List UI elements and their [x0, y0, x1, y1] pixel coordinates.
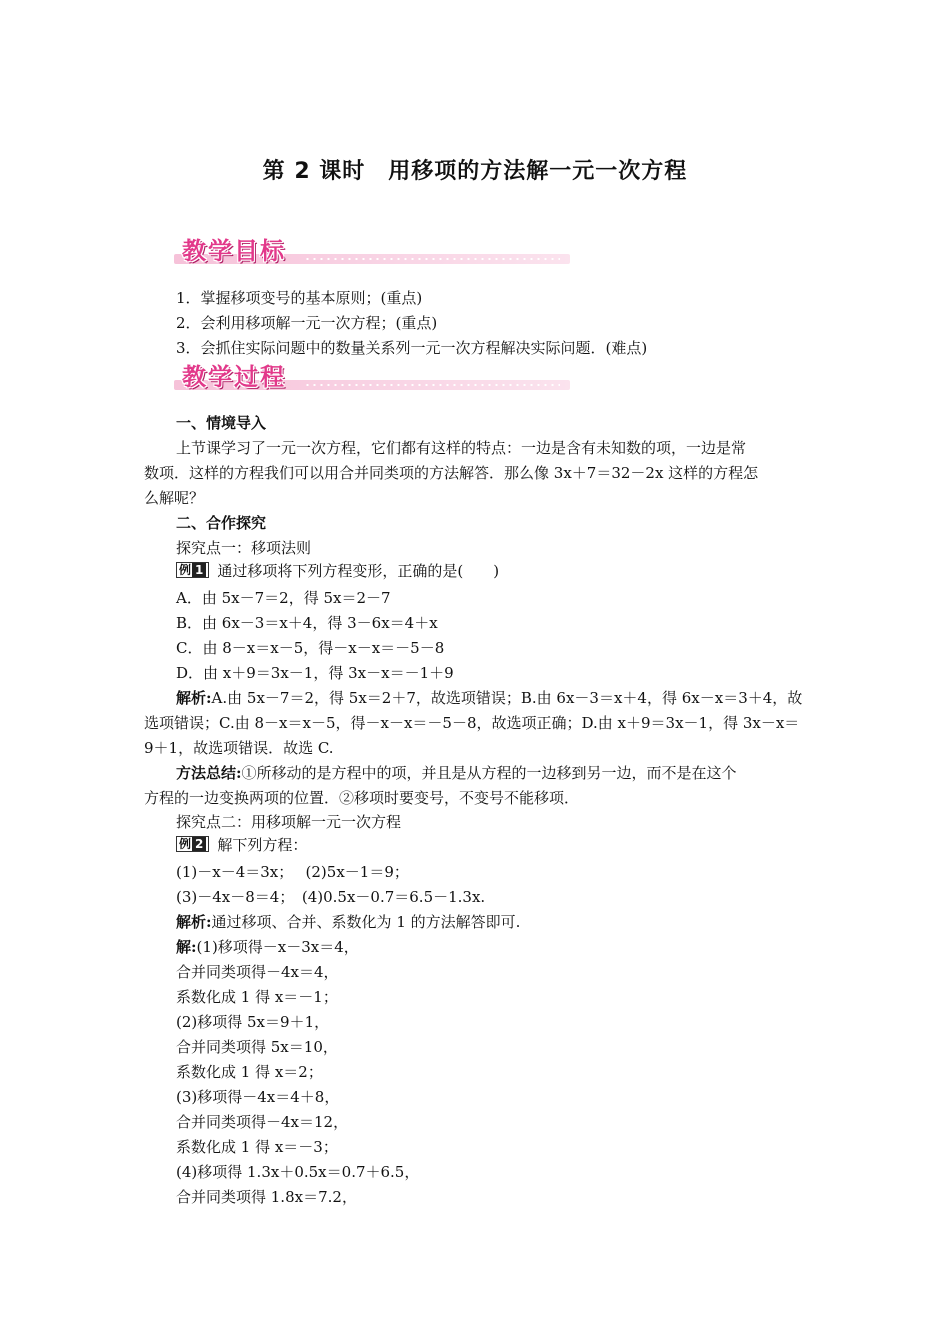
summary-label: 方法总结:	[176, 764, 242, 782]
solution-line: (2)移项得 5x＝9＋1，	[176, 1013, 330, 1031]
section-banner-process	[174, 360, 570, 394]
analysis-label: 解析:	[176, 913, 212, 931]
analysis-label: 解析:	[176, 689, 212, 707]
analysis-line	[176, 686, 846, 710]
option-c: C．由 8－x＝x－5，得－x－x＝－5－8	[176, 639, 445, 657]
section-heading-process: 教学过程	[182, 363, 286, 391]
section-heading-goals: 教学目标	[182, 237, 286, 265]
example-badge-label: 例	[179, 563, 192, 577]
example-2-question	[176, 833, 846, 857]
summary-text: ①所移动的是方程中的项，并且是从方程的一边移到另一边，而不是在这个	[241, 764, 737, 782]
example-badge-number: 1	[192, 563, 206, 577]
goal-item: 3．会抓住实际问题中的数量关系列一元一次方程解决实际问题．(难点)	[176, 339, 648, 357]
solution-line: (4)移项得 1.3x＋0.5x＝0.7＋6.5，	[176, 1163, 420, 1181]
analysis-line	[176, 910, 846, 934]
explore-point-1: 探究点一：移项法则	[176, 539, 312, 557]
paragraph-line: 数项．这样的方程我们可以用合并同类项的方法解答．那么像 3x＋7＝32－2x 这样的方程怎	[144, 464, 759, 482]
solution-line: (3)移项得－4x＝4＋8，	[176, 1088, 340, 1106]
solution-label: 解:	[176, 938, 197, 956]
solution-line: 系数化成 1 得 x＝－3；	[176, 1138, 338, 1156]
solution-line: 系数化成 1 得 x＝2；	[176, 1063, 323, 1081]
example-badge-number: 2	[192, 837, 206, 851]
banner-dots	[304, 384, 560, 386]
example-1-badge	[176, 562, 209, 578]
paragraph-line: 上节课学习了一元一次方程，它们都有这样的特点：一边是含有未知数的项，一边是常	[176, 439, 747, 457]
page-title: 第 2 课时 用移项的方法解一元一次方程	[262, 159, 688, 184]
goal-item: 1．掌握移项变号的基本原则；(重点)	[176, 289, 423, 307]
solution-line: 系数化成 1 得 x＝－1；	[176, 988, 338, 1006]
option-a: A．由 5x－7＝2，得 5x＝2－7	[176, 589, 391, 607]
paragraph-line: 么解呢？	[144, 489, 205, 507]
solution-line: 合并同类项得－4x＝12，	[176, 1113, 349, 1131]
solution-line: 合并同类项得 5x＝10，	[176, 1038, 338, 1056]
example-2-badge	[176, 836, 209, 852]
example-2-text: 解下列方程：	[217, 836, 308, 854]
goal-item: 2．会利用移项解一元一次方程；(重点)	[176, 314, 438, 332]
summary-line	[176, 761, 846, 785]
example-1-question	[176, 559, 846, 583]
analysis-text: 通过移项、合并、系数化为 1 的方法解答即可.	[211, 913, 521, 931]
solution-line	[176, 935, 846, 959]
solution-line: 合并同类项得－4x＝4，	[176, 963, 339, 981]
option-b: B．由 6x－3＝x＋4，得 3－6x＝4＋x	[176, 614, 438, 632]
solution-text: (1)移项得－x－3x＝4，	[196, 938, 359, 956]
analysis-text: A.由 5x－7＝2，得 5x＝2＋7，故选项错误；B.由 6x－3＝x＋4，得 6x－x＝3＋4，故	[211, 689, 803, 707]
example-badge-label: 例	[179, 837, 192, 851]
problem-line: (3)－4x－8＝4； (4)0.5x－0.7＝6.5－1.3x.	[176, 888, 486, 906]
analysis-line: 选项错误；C.由 8－x＝x－5，得－x－x＝－5－8，故选项正确；D.由 x＋9＝3x－1，得 3x－x＝	[144, 714, 800, 732]
part2-heading: 二、合作探究	[176, 514, 267, 532]
summary-line: 方程的一边变换两项的位置．②移项时要变号，不变号不能移项．	[144, 789, 580, 807]
explore-point-2: 探究点二：用移项解一元一次方程	[176, 813, 402, 831]
solution-line: 合并同类项得 1.8x＝7.2，	[176, 1188, 357, 1206]
option-d: D．由 x＋9＝3x－1，得 3x－x＝－1＋9	[176, 664, 454, 682]
section-banner-goals	[174, 234, 570, 268]
banner-dots	[304, 258, 560, 260]
example-1-text: 通过移项将下列方程变形，正确的是( )	[217, 562, 500, 580]
problem-line: (1)－x－4＝3x； (2)5x－1＝9；	[176, 863, 409, 881]
analysis-line: 9＋1，故选项错误．故选 C.	[144, 739, 334, 757]
part1-heading: 一、情境导入	[176, 414, 267, 432]
